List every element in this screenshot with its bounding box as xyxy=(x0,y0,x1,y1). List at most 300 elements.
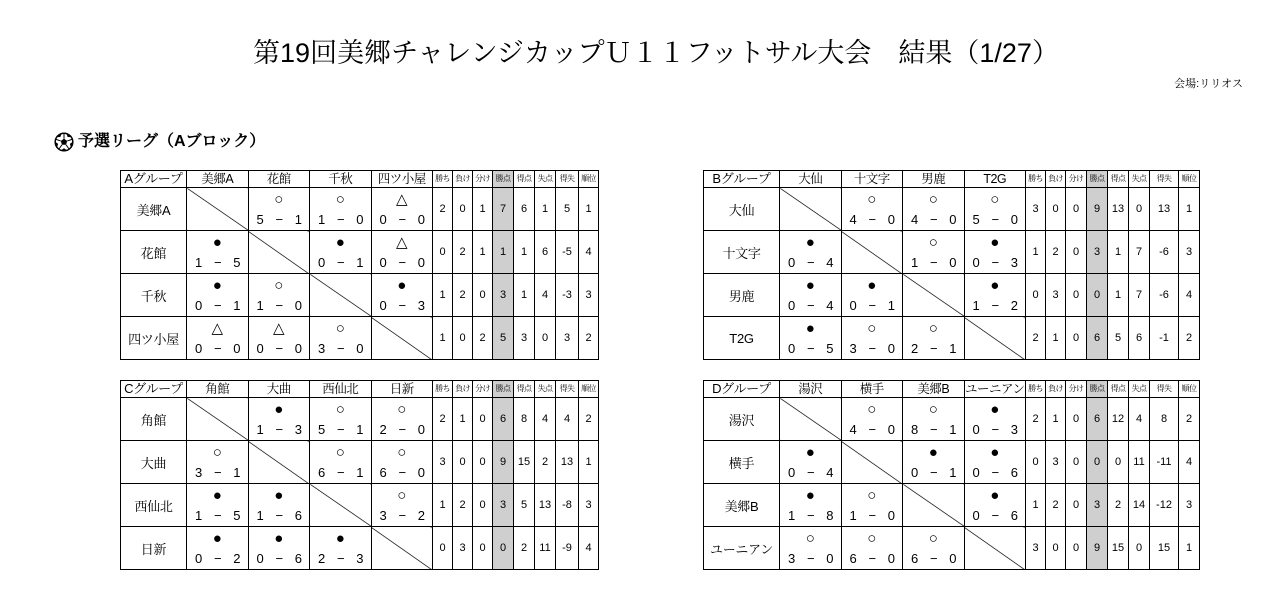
match-result-cell xyxy=(187,274,249,317)
stat-wins: 1 xyxy=(433,484,453,527)
team-header: 十文字 xyxy=(841,171,903,188)
stat-wins: 0 xyxy=(1026,441,1046,484)
match-score xyxy=(318,255,364,271)
score-separator: − xyxy=(806,551,815,566)
score-separator: − xyxy=(398,422,407,437)
stat-rank: 2 xyxy=(1179,317,1200,360)
team-row xyxy=(121,274,599,317)
group-table xyxy=(703,380,1200,570)
team-name: 西仙北 xyxy=(121,484,187,527)
stat-points: 3 xyxy=(493,484,514,527)
stat-rank: 4 xyxy=(579,231,599,274)
score-for: 1 xyxy=(318,212,326,227)
loss-mark: ● xyxy=(805,320,815,337)
loss-mark: ● xyxy=(990,401,1000,418)
soccer-ball-icon xyxy=(54,132,74,152)
stat-goals-against: 14 xyxy=(1129,484,1150,527)
win-mark: ○ xyxy=(397,401,407,418)
stat-goal-difference: 13 xyxy=(556,441,579,484)
diagonal-cell xyxy=(248,441,310,484)
score-separator: − xyxy=(213,551,222,566)
stat-goals-for: 15 xyxy=(514,441,535,484)
stat-header: 順位 xyxy=(1179,171,1200,188)
score-for: 5 xyxy=(972,212,980,227)
match-result-cell xyxy=(371,398,433,441)
match-result-cell xyxy=(187,484,249,527)
score-for: 4 xyxy=(849,212,857,227)
match-result-cell xyxy=(780,274,842,317)
stat-draws: 0 xyxy=(1066,527,1087,570)
match-result-cell xyxy=(964,441,1026,484)
score-against: 2 xyxy=(417,508,425,523)
header-row xyxy=(704,171,1200,188)
diagonal-cell xyxy=(903,484,965,527)
stat-goal-difference: -8 xyxy=(556,484,579,527)
loss-mark: ● xyxy=(397,277,407,294)
match-result-cell xyxy=(248,274,310,317)
win-mark: ○ xyxy=(867,401,877,418)
score-for: 4 xyxy=(911,212,919,227)
group-label: Bグループ xyxy=(704,171,780,188)
score-separator: − xyxy=(991,298,1000,313)
match-score xyxy=(195,508,241,524)
score-separator: − xyxy=(991,422,1000,437)
match-result-cell xyxy=(371,441,433,484)
stat-header: 勝ち xyxy=(433,171,453,188)
draw-mark: △ xyxy=(272,320,285,337)
match-result-cell xyxy=(187,317,249,360)
group-label: Dグループ xyxy=(704,381,780,398)
stat-points: 1 xyxy=(493,231,514,274)
stat-goals-for: 2 xyxy=(514,527,535,570)
stat-rank: 2 xyxy=(579,398,599,441)
score-separator: − xyxy=(806,298,815,313)
stat-goals-against: 7 xyxy=(1129,274,1150,317)
table-body xyxy=(121,171,599,360)
match-score xyxy=(318,465,364,481)
team-row xyxy=(704,398,1200,441)
score-for: 3 xyxy=(318,341,326,356)
score-for: 1 xyxy=(256,298,264,313)
score-for: 0 xyxy=(195,341,203,356)
stat-points: 0 xyxy=(493,527,514,570)
win-mark: ○ xyxy=(928,401,938,418)
team-row xyxy=(121,231,599,274)
stat-rank: 1 xyxy=(579,188,599,231)
stat-header: 勝点 xyxy=(1087,381,1108,398)
stat-goals-for: 5 xyxy=(514,484,535,527)
group-table xyxy=(703,170,1200,360)
stat-goals-against: 7 xyxy=(1129,231,1150,274)
stat-losses: 1 xyxy=(1046,398,1066,441)
score-against: 3 xyxy=(417,298,425,313)
stat-goal-difference: -1 xyxy=(1150,317,1179,360)
stat-goals-for: 1 xyxy=(514,274,535,317)
group-table xyxy=(120,380,599,570)
stat-losses: 2 xyxy=(453,484,473,527)
draw-mark: △ xyxy=(211,320,224,337)
group-label: Aグループ xyxy=(121,171,187,188)
stat-losses: 0 xyxy=(453,441,473,484)
stat-header: 分け xyxy=(1066,381,1087,398)
match-result-cell xyxy=(248,527,310,570)
win-mark: ○ xyxy=(397,487,407,504)
loss-mark: ● xyxy=(212,530,222,547)
score-for: 0 xyxy=(788,465,796,480)
score-separator: − xyxy=(336,255,345,270)
header-row xyxy=(121,381,599,398)
group-label: Cグループ xyxy=(121,381,187,398)
score-separator: − xyxy=(336,465,345,480)
score-for: 1 xyxy=(195,508,203,523)
match-score xyxy=(850,551,896,567)
match-score xyxy=(380,212,426,228)
score-for: 5 xyxy=(318,422,326,437)
team-row xyxy=(121,527,599,570)
stat-losses: 2 xyxy=(1046,484,1066,527)
team-name: 男鹿 xyxy=(704,274,780,317)
stat-header: 分け xyxy=(1066,171,1087,188)
match-result-cell xyxy=(310,441,372,484)
match-score xyxy=(380,508,426,524)
loss-mark: ● xyxy=(805,487,815,504)
stat-wins: 0 xyxy=(433,231,453,274)
match-result-cell xyxy=(371,231,433,274)
match-result-cell xyxy=(903,317,965,360)
score-separator: − xyxy=(213,298,222,313)
score-against: 1 xyxy=(887,298,895,313)
score-for: 3 xyxy=(849,341,857,356)
loss-mark: ● xyxy=(990,487,1000,504)
section-heading xyxy=(54,131,265,153)
score-against: 0 xyxy=(887,341,895,356)
score-against: 0 xyxy=(417,255,425,270)
score-against: 0 xyxy=(417,212,425,227)
score-against: 1 xyxy=(233,298,241,313)
team-header: 日新 xyxy=(371,381,433,398)
stat-header: 順位 xyxy=(579,171,599,188)
match-score xyxy=(257,341,303,357)
stat-goals-for: 6 xyxy=(514,188,535,231)
match-result-cell xyxy=(841,398,903,441)
team-row xyxy=(704,484,1200,527)
stat-points: 6 xyxy=(493,398,514,441)
match-score xyxy=(318,212,364,228)
score-for: 6 xyxy=(318,465,326,480)
team-name: 横手 xyxy=(704,441,780,484)
score-against: 3 xyxy=(294,422,302,437)
header-row xyxy=(704,381,1200,398)
group-d-table-block xyxy=(703,380,1200,570)
match-result-cell xyxy=(780,317,842,360)
stat-goals-for: 1 xyxy=(514,231,535,274)
score-separator: − xyxy=(929,212,938,227)
score-for: 4 xyxy=(849,422,857,437)
stat-goals-for: 5 xyxy=(1108,317,1129,360)
match-score xyxy=(257,551,303,567)
match-score xyxy=(973,212,1019,228)
match-score xyxy=(257,422,303,438)
match-result-cell xyxy=(371,274,433,317)
score-separator: − xyxy=(929,465,938,480)
win-mark: ○ xyxy=(397,444,407,461)
loss-mark: ● xyxy=(335,530,345,547)
score-separator: − xyxy=(868,341,877,356)
match-result-cell xyxy=(187,527,249,570)
match-result-cell xyxy=(903,527,965,570)
match-result-cell xyxy=(903,441,965,484)
stat-header: 負け xyxy=(1046,381,1066,398)
stat-losses: 1 xyxy=(453,398,473,441)
stat-draws: 0 xyxy=(1066,231,1087,274)
diagonal-cell xyxy=(964,527,1026,570)
stat-rank: 3 xyxy=(1179,231,1200,274)
score-separator: − xyxy=(213,255,222,270)
stat-goals-against: 0 xyxy=(535,317,556,360)
stat-wins: 2 xyxy=(433,188,453,231)
stat-header: 得失 xyxy=(1150,171,1179,188)
stat-points: 3 xyxy=(1087,231,1108,274)
group-table xyxy=(120,170,599,360)
score-for: 0 xyxy=(195,551,203,566)
match-score xyxy=(973,508,1019,524)
score-against: 3 xyxy=(356,551,364,566)
stat-goal-difference: -6 xyxy=(1150,274,1179,317)
score-for: 1 xyxy=(788,508,796,523)
stat-goal-difference: -11 xyxy=(1150,441,1179,484)
match-score xyxy=(911,341,957,357)
score-separator: − xyxy=(275,212,284,227)
stat-goals-for: 12 xyxy=(1108,398,1129,441)
win-mark: ○ xyxy=(335,191,345,208)
score-for: 1 xyxy=(911,255,919,270)
win-mark: ○ xyxy=(928,191,938,208)
stat-header: 得失 xyxy=(1150,381,1179,398)
stat-header: 得点 xyxy=(514,381,535,398)
score-against: 5 xyxy=(826,341,834,356)
match-result-cell xyxy=(841,188,903,231)
match-score xyxy=(911,422,957,438)
score-against: 5 xyxy=(233,508,241,523)
score-for: 3 xyxy=(788,551,796,566)
score-for: 0 xyxy=(256,341,264,356)
team-row xyxy=(704,231,1200,274)
stat-losses: 0 xyxy=(453,188,473,231)
stat-points: 7 xyxy=(493,188,514,231)
stat-losses: 1 xyxy=(1046,317,1066,360)
loss-mark: ● xyxy=(805,444,815,461)
score-separator: − xyxy=(868,551,877,566)
score-against: 0 xyxy=(887,508,895,523)
loss-mark: ● xyxy=(274,401,284,418)
stat-rank: 2 xyxy=(579,317,599,360)
team-name: 大曲 xyxy=(121,441,187,484)
score-separator: − xyxy=(275,422,284,437)
score-against: 1 xyxy=(356,465,364,480)
win-mark: ○ xyxy=(867,320,877,337)
team-name: 四ツ小屋 xyxy=(121,317,187,360)
win-mark: ○ xyxy=(928,530,938,547)
match-score xyxy=(850,508,896,524)
match-score xyxy=(195,298,241,314)
win-mark: ○ xyxy=(990,191,1000,208)
stat-wins: 2 xyxy=(1026,398,1046,441)
match-score xyxy=(973,255,1019,271)
loss-mark: ● xyxy=(990,277,1000,294)
match-result-cell xyxy=(371,484,433,527)
score-against: 0 xyxy=(887,422,895,437)
team-header: 美郷B xyxy=(903,381,965,398)
score-against: 1 xyxy=(294,212,302,227)
diagonal-cell xyxy=(248,231,310,274)
score-against: 1 xyxy=(949,422,957,437)
stat-rank: 4 xyxy=(1179,441,1200,484)
stat-losses: 0 xyxy=(1046,527,1066,570)
match-result-cell xyxy=(964,484,1026,527)
venue-label: 会場:リリオス xyxy=(1174,78,1243,90)
match-score xyxy=(257,298,303,314)
stat-losses: 3 xyxy=(1046,441,1066,484)
match-result-cell xyxy=(841,527,903,570)
stat-wins: 2 xyxy=(433,398,453,441)
team-row xyxy=(121,441,599,484)
stat-goals-for: 15 xyxy=(1108,527,1129,570)
stat-goal-difference: 5 xyxy=(556,188,579,231)
stat-points: 6 xyxy=(1087,398,1108,441)
stat-goals-against: 13 xyxy=(535,484,556,527)
loss-mark: ● xyxy=(990,444,1000,461)
score-for: 6 xyxy=(911,551,919,566)
score-for: 2 xyxy=(911,341,919,356)
team-row xyxy=(704,527,1200,570)
match-score xyxy=(911,551,957,567)
match-score xyxy=(257,212,303,228)
match-result-cell xyxy=(964,188,1026,231)
score-for: 0 xyxy=(195,298,203,313)
match-score xyxy=(380,465,426,481)
stat-draws: 0 xyxy=(473,527,493,570)
stat-draws: 0 xyxy=(1066,484,1087,527)
stat-header: 勝点 xyxy=(1087,171,1108,188)
score-for: 0 xyxy=(788,298,796,313)
win-mark: ○ xyxy=(335,444,345,461)
table-body xyxy=(121,381,599,570)
diagonal-cell xyxy=(903,274,965,317)
loss-mark: ● xyxy=(274,530,284,547)
score-against: 4 xyxy=(826,298,834,313)
match-result-cell xyxy=(780,441,842,484)
stat-draws: 0 xyxy=(473,484,493,527)
stat-wins: 2 xyxy=(1026,317,1046,360)
score-for: 0 xyxy=(788,341,796,356)
stat-goals-against: 11 xyxy=(535,527,556,570)
score-separator: − xyxy=(991,255,1000,270)
team-name: 美郷A xyxy=(121,188,187,231)
stat-header: 得点 xyxy=(1108,171,1129,188)
match-score xyxy=(318,422,364,438)
score-separator: − xyxy=(868,508,877,523)
score-separator: − xyxy=(868,212,877,227)
stat-goals-for: 8 xyxy=(514,398,535,441)
match-score xyxy=(973,465,1019,481)
stat-goals-for: 3 xyxy=(514,317,535,360)
loss-mark: ● xyxy=(805,277,815,294)
stat-header: 負け xyxy=(453,171,473,188)
stat-header: 順位 xyxy=(579,381,599,398)
stat-goals-for: 2 xyxy=(1108,484,1129,527)
stat-losses: 3 xyxy=(1046,274,1066,317)
match-result-cell xyxy=(841,274,903,317)
match-score xyxy=(195,341,241,357)
stat-goals-against: 6 xyxy=(1129,317,1150,360)
score-separator: − xyxy=(806,255,815,270)
stat-header: 得点 xyxy=(514,171,535,188)
score-for: 6 xyxy=(379,465,387,480)
stat-points: 6 xyxy=(1087,317,1108,360)
score-for: 0 xyxy=(318,255,326,270)
stat-points: 9 xyxy=(1087,188,1108,231)
stat-goal-difference: -9 xyxy=(556,527,579,570)
match-score xyxy=(788,298,834,314)
stat-header: 勝点 xyxy=(493,381,514,398)
stat-goals-for: 0 xyxy=(1108,441,1129,484)
diagonal-cell xyxy=(841,441,903,484)
score-separator: − xyxy=(868,298,877,313)
score-against: 4 xyxy=(826,255,834,270)
score-against: 6 xyxy=(1010,465,1018,480)
score-against: 3 xyxy=(1010,422,1018,437)
team-row xyxy=(704,188,1200,231)
score-separator: − xyxy=(929,255,938,270)
stat-goal-difference: -5 xyxy=(556,231,579,274)
stat-goal-difference: 13 xyxy=(1150,188,1179,231)
match-result-cell xyxy=(310,231,372,274)
stat-wins: 1 xyxy=(1026,231,1046,274)
stat-points: 0 xyxy=(1087,441,1108,484)
stat-draws: 0 xyxy=(1066,188,1087,231)
match-result-cell xyxy=(310,398,372,441)
stat-header: 分け xyxy=(473,381,493,398)
match-result-cell xyxy=(903,398,965,441)
score-separator: − xyxy=(991,508,1000,523)
win-mark: ○ xyxy=(335,401,345,418)
stat-rank: 2 xyxy=(1179,398,1200,441)
score-against: 3 xyxy=(1010,255,1018,270)
team-row xyxy=(121,188,599,231)
stat-header: 勝点 xyxy=(493,171,514,188)
score-separator: − xyxy=(213,508,222,523)
team-row xyxy=(704,274,1200,317)
match-score xyxy=(911,255,957,271)
stat-points: 9 xyxy=(493,441,514,484)
diagonal-cell xyxy=(780,188,842,231)
match-score xyxy=(788,508,834,524)
loss-mark: ● xyxy=(805,234,815,251)
stat-losses: 2 xyxy=(453,274,473,317)
score-for: 0 xyxy=(911,465,919,480)
match-result-cell xyxy=(310,188,372,231)
stat-rank: 1 xyxy=(1179,527,1200,570)
score-separator: − xyxy=(213,465,222,480)
stat-rank: 1 xyxy=(579,441,599,484)
diagonal-cell xyxy=(187,188,249,231)
stat-header: 失点 xyxy=(535,171,556,188)
team-row xyxy=(121,484,599,527)
stat-points: 9 xyxy=(1087,527,1108,570)
draw-mark: △ xyxy=(395,191,408,208)
stat-goal-difference: -6 xyxy=(1150,231,1179,274)
stat-points: 0 xyxy=(1087,274,1108,317)
